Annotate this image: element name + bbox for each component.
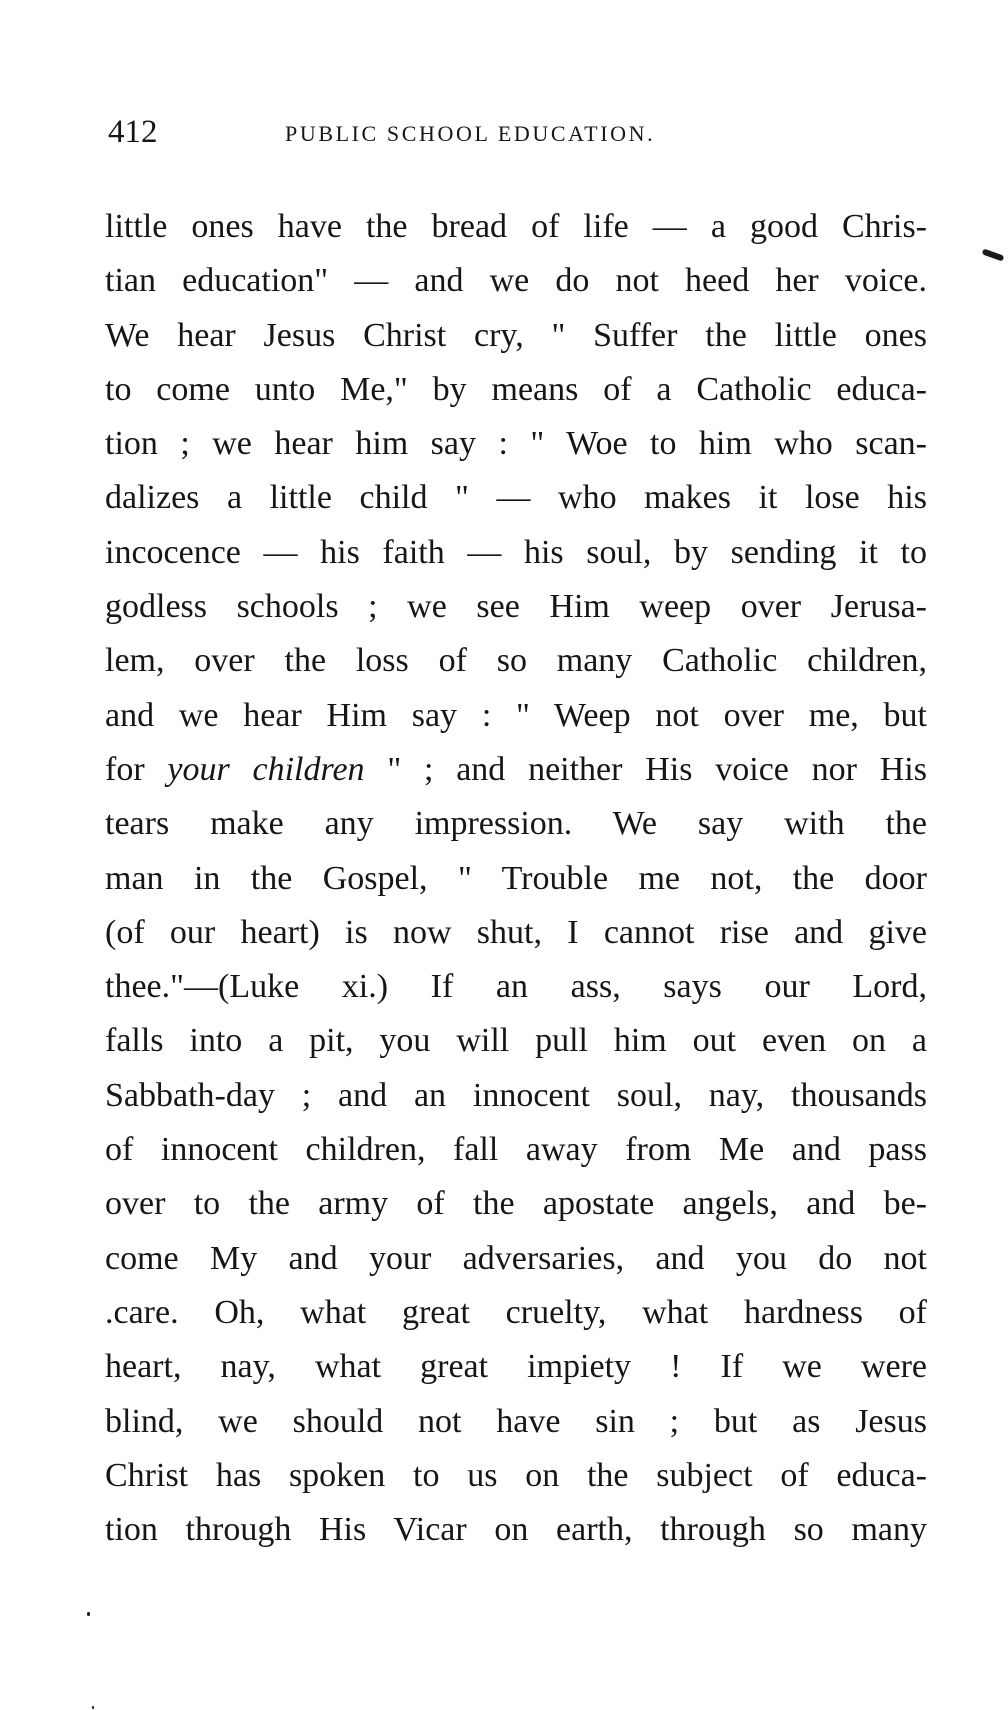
text-line: to come unto Me," by means of a Catholic educa- (105, 370, 927, 408)
text-line: (of our heart) is now shut, I cannot rise and give (105, 913, 927, 951)
text-line: lem, over the loss of so many Catholic children, (105, 642, 927, 680)
text-line: of innocent children, fall away from Me and pass (105, 1131, 927, 1169)
italic-phrase: your children (167, 750, 365, 788)
text-line: tears make any impression. We say with the (105, 805, 927, 843)
page-header (0, 112, 1008, 152)
running-title: PUBLIC SCHOOL EDUCATION. (285, 121, 656, 146)
text-line: tion through His Vicar on earth, through so many (105, 1511, 927, 1549)
text-line: tian education" — and we do not heed her voice. (105, 262, 927, 300)
text-line: and we hear Him say : " Weep not over me, but (105, 696, 927, 734)
text-line: little ones have the bread of life — a good Chris- (105, 208, 927, 245)
page-number: 412 (108, 114, 158, 150)
text-line: dalizes a little child " — who makes it lose his (105, 479, 927, 517)
scan-speck (87, 1612, 90, 1616)
text-line: over to the army of the apostate angels, and be- (105, 1185, 927, 1223)
text-line: incocence — his faith — his soul, by sending it to (105, 533, 927, 571)
text-line: godless schools ; we see Him weep over Jerusa- (105, 588, 927, 626)
text-line: tion ; we hear him say : " Woe to him who scan- (105, 425, 927, 463)
text-line: blind, we should not have sin ; but as Jesus (105, 1402, 927, 1440)
text-line: falls into a pit, you will pull him out even on a (105, 1022, 927, 1060)
text-line: come My and your adversaries, and you do not (105, 1239, 927, 1277)
text-line: .care. Oh, what great cruelty, what hardness of (105, 1293, 927, 1331)
text-line: heart, nay, what great impiety ! If we were (105, 1348, 927, 1386)
text-line: Christ has spoken to us on the subject of educa- (105, 1456, 927, 1494)
text-line: We hear Jesus Christ cry, " Suffer the little ones (105, 316, 927, 354)
text-line: thee."—(Luke xi.) If an ass, says our Lord, (105, 968, 927, 1006)
scan-mark (982, 248, 1005, 261)
body-text (105, 200, 927, 1557)
text-line-with-italic (105, 743, 927, 797)
text-segment: for (105, 750, 168, 788)
text-line: Sabbath-day ; and an innocent soul, nay, thousands (105, 1076, 927, 1114)
text-line: man in the Gospel, " Trouble me not, the door (105, 859, 927, 897)
scan-speck (92, 1706, 94, 1709)
text-segment: " ; and neither His voice nor His (364, 750, 927, 788)
